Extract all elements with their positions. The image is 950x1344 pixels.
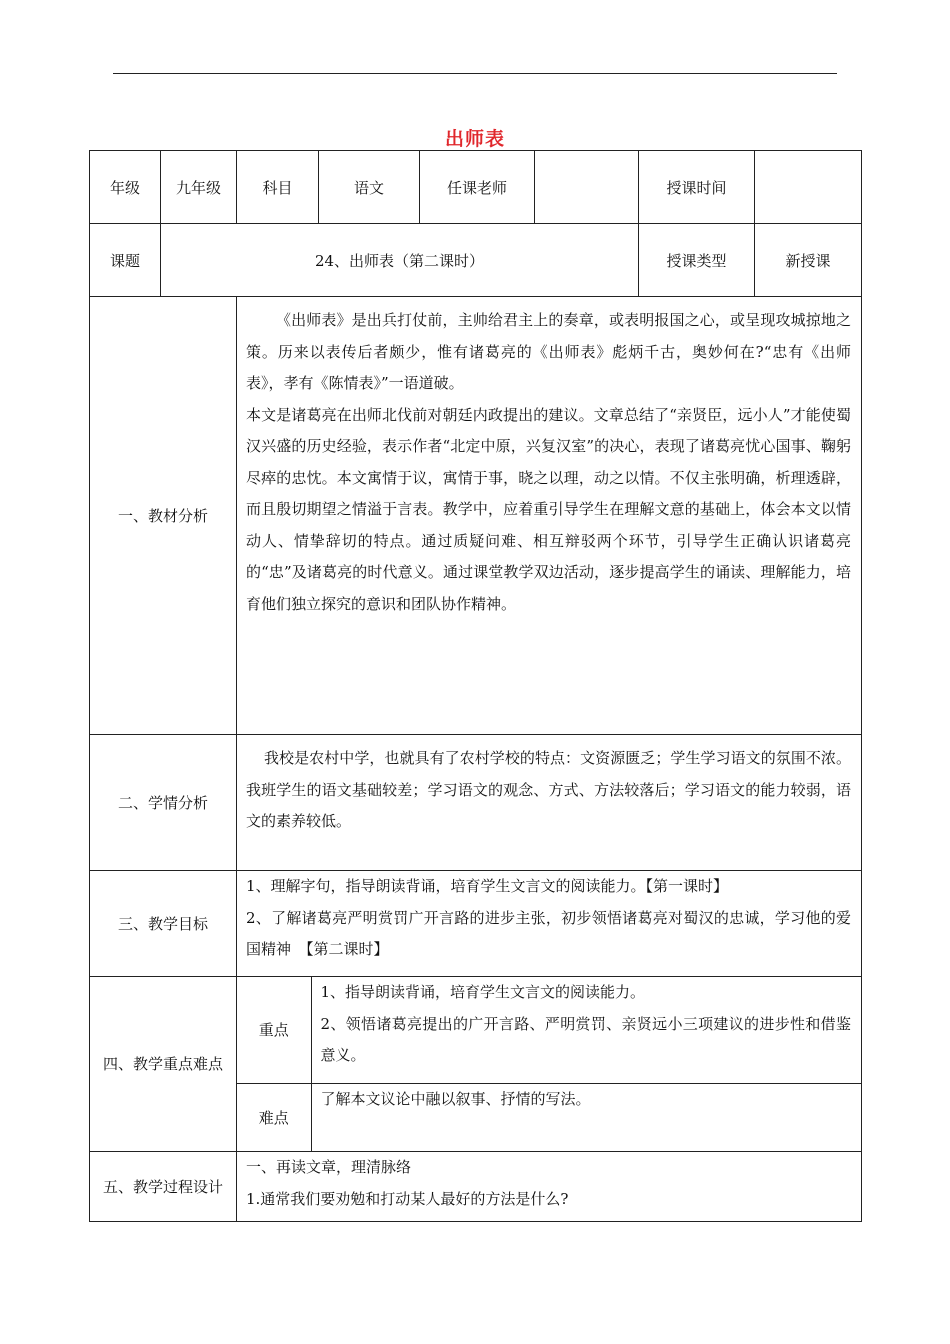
- paragraph: 《出师表》是出兵打仗前，主帅给君主上的奏章，或表明报国之心，或呈现攻城掠地之策。历来以表传后者颇少，惟有诸葛亮的《出师表》彪炳千古，奥妙何在?“忠有《出师表》，孝有《陈情表》”一语道破。: [246, 311, 851, 392]
- key-points-label: 重点: [237, 977, 311, 1083]
- paragraph: 本文是诸葛亮在出师北伐前对朝廷内政提出的建议。文章总结了“亲贤臣，远小人”才能使蜀汉兴盛的历史经验，表示作者“北定中原，兴复汉室”的决心，表现了诸葛亮忧心国事、鞠躬尽瘁的忠忱。本文寓情于议，寓情于事，晓之以理，动之以情。不仅主张明确，析理透辟，而且殷切期望之情溢于言表。教学中，应着重引导学生在理解文意的基础上，体会本文以情动人、情挚辞切的特点。通过质疑问难、相互辩驳两个环节，引导学生正确认识诸葛亮的“忠”及诸葛亮的时代意义。通过课堂教学双边活动，逐步提高学生的诵读、理解能力，培育他们独立探究的意识和团队协作精神。: [246, 405, 851, 613]
- lesson-plan-table: [89, 150, 862, 1222]
- section-student-analysis: [90, 735, 862, 871]
- teacher-label: 任课老师: [420, 151, 535, 224]
- section-key-difficult-points: [90, 977, 862, 1152]
- difficulty-item: 了解本文议论中融以叙事、抒情的写法。: [320, 1089, 591, 1108]
- topic-row: [90, 224, 862, 297]
- section-label: 三、教学目标: [90, 871, 237, 977]
- key-point-item: 1、指导朗读背诵，培育学生文言文的阅读能力。: [320, 983, 646, 1001]
- type-label: 授课类型: [639, 224, 755, 297]
- section-label: 二、学情分析: [90, 735, 237, 871]
- type-value: 新授课: [755, 224, 862, 297]
- difficulty-content: [311, 1083, 861, 1151]
- teacher-value: [535, 151, 639, 224]
- goal-item: 1、理解字句，指导朗读背诵，培育学生文言文的阅读能力。【第一课时】: [246, 877, 729, 895]
- grade-value: 九年级: [161, 151, 237, 224]
- process-question: 1.通常我们要劝勉和打动某人最好的方法是什么?: [246, 1189, 569, 1208]
- topic-value: 24、出师表（第二课时）: [161, 224, 639, 297]
- key-points-content: [311, 977, 861, 1083]
- section-label: 四、教学重点难点: [90, 977, 237, 1152]
- section-content: [237, 735, 862, 871]
- subject-label: 科目: [237, 151, 319, 224]
- grade-label: 年级: [90, 151, 161, 224]
- section-content: [237, 977, 862, 1152]
- page-title: 出师表: [444, 128, 505, 150]
- key-difficulty-table: [237, 977, 861, 1151]
- section-teaching-goals: [90, 871, 862, 977]
- topic-label: 课题: [90, 224, 161, 297]
- section-material-analysis: [90, 297, 862, 735]
- section-content: [237, 1152, 862, 1222]
- key-point-item: 2、领悟诸葛亮提出的广开言路、严明赏罚、亲贤远小三项建议的进步性和借鉴意义。: [320, 1014, 851, 1064]
- difficulty-label: 难点: [237, 1083, 311, 1151]
- info-row: [90, 151, 862, 224]
- section-teaching-process: [90, 1152, 862, 1222]
- paragraph: 我校是农村中学，也就具有了农村学校的特点：文资源匮乏；学生学习语文的氛围不浓。我班学生的语文基础较差；学习语文的观念、方式、方法较落后；学习语文的能力较弱，语文的素养较低。: [246, 749, 851, 830]
- process-step: 一、再读文章，理清脉络: [246, 1158, 412, 1176]
- section-content: [237, 871, 862, 977]
- time-value: [755, 151, 862, 224]
- time-label: 授课时间: [639, 151, 755, 224]
- section-label: 一、教材分析: [90, 297, 237, 735]
- header-rule: [113, 73, 837, 74]
- goal-item: 2、了解诸葛亮严明赏罚广开言路的进步主张，初步领悟诸葛亮对蜀汉的忠诚，学习他的爱国精神 【第二课时】: [246, 908, 851, 958]
- section-content: [237, 297, 862, 735]
- section-label: 五、教学过程设计: [90, 1152, 237, 1222]
- subject-value: 语文: [319, 151, 420, 224]
